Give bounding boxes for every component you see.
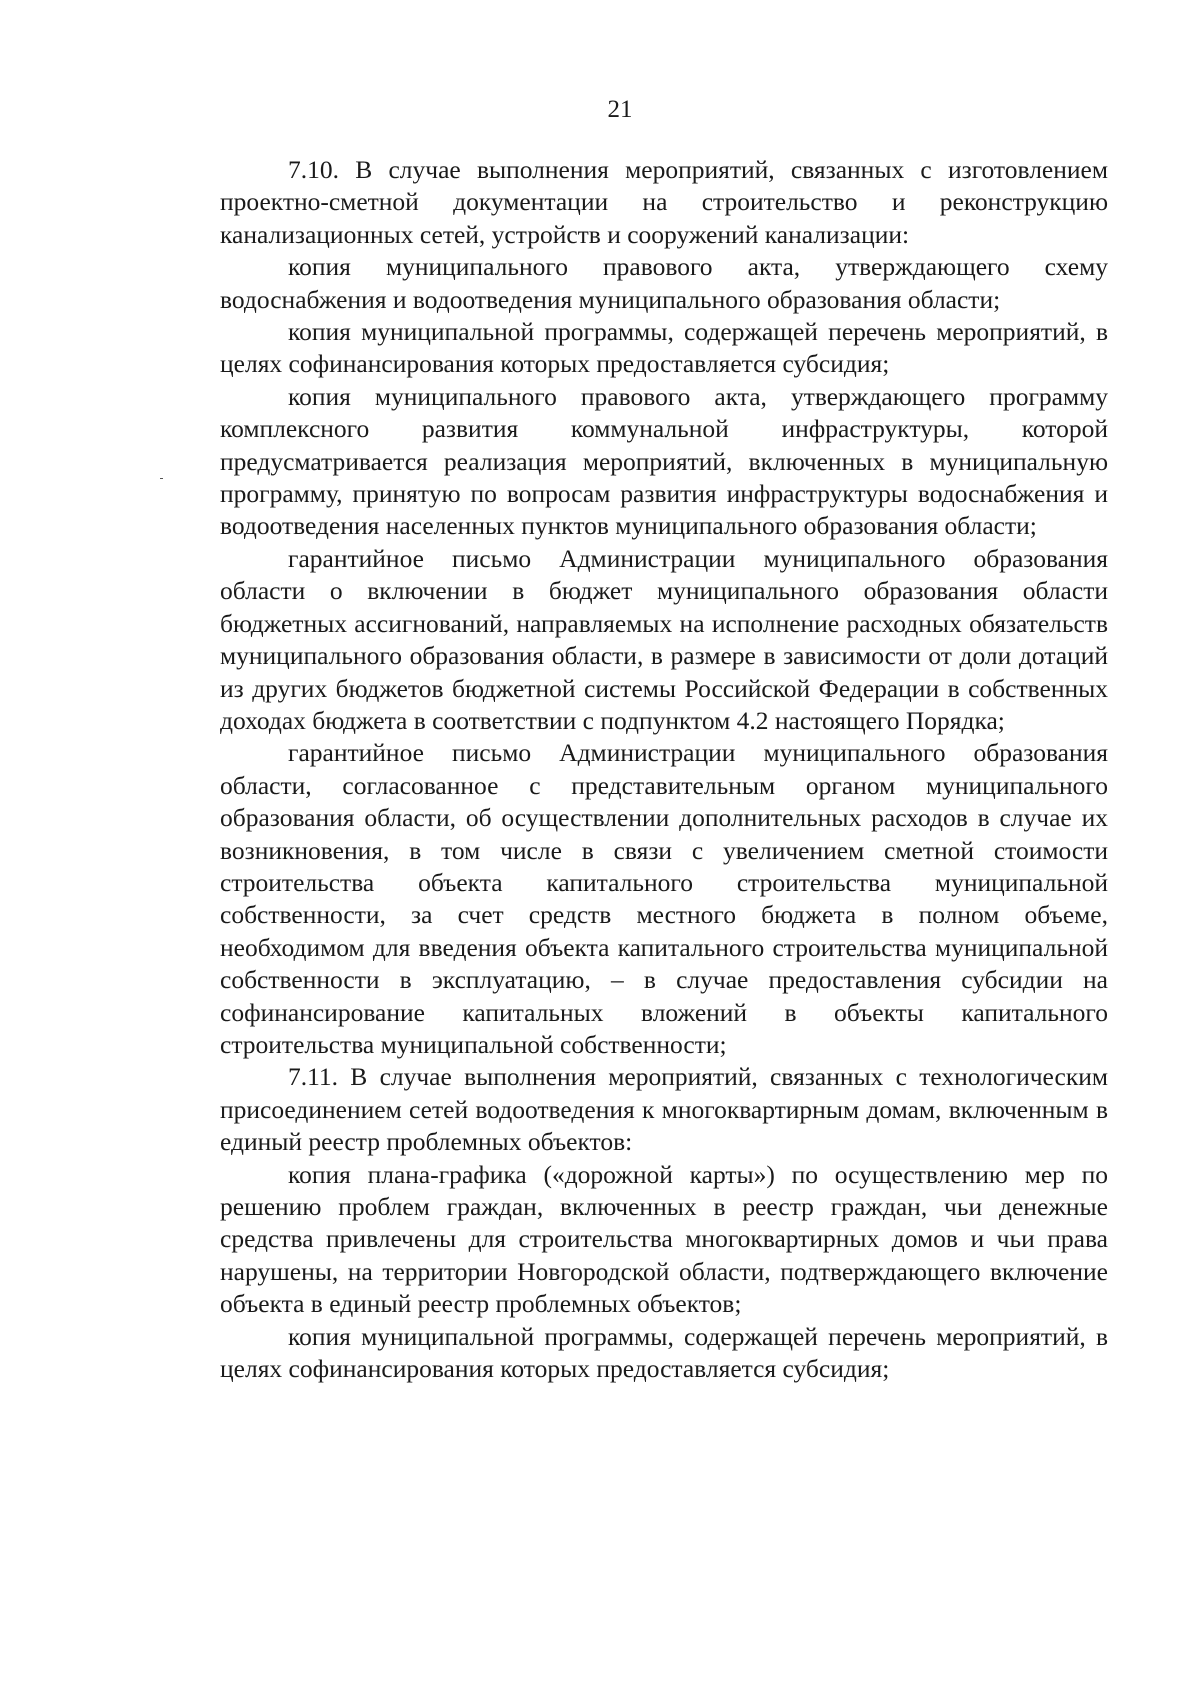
- page-number: 21: [607, 96, 633, 123]
- paragraph-municipal-program-2: копия муниципальной программы, содержащей перечень мероприятий, в целях софинансирования которых предоставляется субсидия;: [220, 1321, 1108, 1384]
- paragraph-7-10-heading: 7.10. В случае выполнения мероприятий, связанных с изготовлением проектно-сметной документации на строительство и реконструкцию канализационных сетей, устройств и сооружений канализации:: [220, 155, 1108, 249]
- paragraph-municipal-program: копия муниципальной программы, содержащей перечень мероприятий, в целях софинансирования которых предоставляется субсидия;: [220, 317, 1108, 379]
- paragraph-budget-guarantee-letter: гарантийное письмо Администрации муниципального образования области о включении в бюджет муниципального образования области бюджетных ассигнований, направляемых на исполнение расходных обязательств муниципального образования области, в размере в зависимости от доли дотаций из других бюджетов бюджетной системы Российской Федерации в собственных доходах бюджета в соответствии с подпунктом 4.2 настоящего Порядка;: [220, 543, 1108, 735]
- paragraph-additional-expenses-letter: гарантийное письмо Администрации муниципального образования области, согласованное с представительным органом муниципального образования области, об осуществлении дополнительных расходов в случае их возникновения, в том числе в связи с увеличением сметной стоимости строительства объекта капитального строительства муниципальной собственности, за счет средств местного бюджета в полном объеме, необходимом для введения объекта капитального строительства муниципальной собственности в эксплуатацию, – в случае предоставления субсидии на софинансирование капитальных вложений в объекты капитального строительства муниципальной собственности;: [220, 738, 1108, 1059]
- margin-mark: [160, 478, 163, 479]
- paragraph-infrastructure-program-act: копия муниципального правового акта, утверждающего программу комплексного развития коммунальной инфраструктуры, которой предусматривается реализация мероприятий, включенных в муниципальную программу, принятую по вопросам развития инфраструктуры водоснабжения и водоотведения населенных пунктов муниципального образования области;: [220, 381, 1108, 541]
- paragraph-7-11-heading: 7.11. В случае выполнения мероприятий, связанных с технологическим присоединением сетей водоотведения к многоквартирным домам, включенным в единый реестр проблемных объектов:: [220, 1062, 1108, 1157]
- body-text: [220, 154, 1108, 1385]
- paragraph-water-scheme-act: копия муниципального правового акта, утверждающего схему водоснабжения и водоотведения муниципального образования области;: [220, 252, 1108, 314]
- paragraph-roadmap-copy: копия плана-графика («дорожной карты») по осуществлению мер по решению проблем граждан, включенных в реестр граждан, чьи денежные средства привлечены для строительства многоквартирных домов и чьи права нарушены, на территории Новгородской области, подтверждающего включение объекта в единый реестр проблемных объектов;: [220, 1159, 1108, 1319]
